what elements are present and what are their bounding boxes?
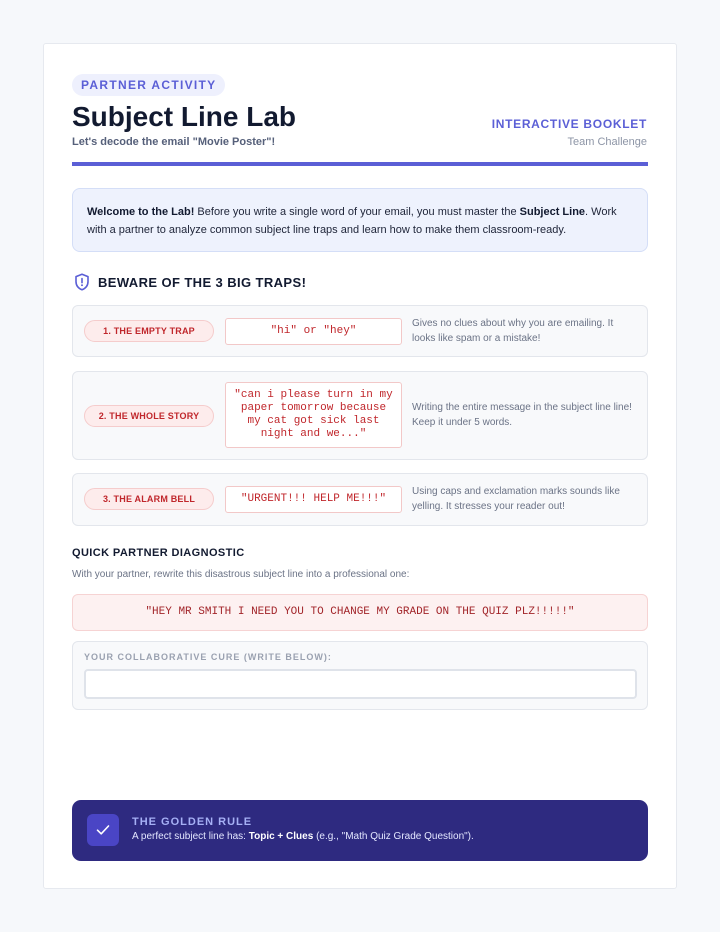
header-divider: [72, 162, 648, 166]
diagnostic-title: QUICK PARTNER DIAGNOSTIC: [72, 547, 245, 559]
intro-text-2: . Work with a partner to analyze common subject line traps and learn how to make them classroom-ready.: [87, 206, 617, 236]
golden-rule-title: THE GOLDEN RULE: [132, 816, 253, 828]
cure-label: YOUR COLLABORATIVE CURE (WRITE BELOW):: [84, 652, 332, 662]
trap-card-empty: [72, 305, 648, 357]
trap-description: Using caps and exclamation marks sounds like yelling. It stresses your reader out!: [412, 486, 620, 512]
trap-description: Writing the entire message in the subject line line! Keep it under 5 words.: [412, 402, 632, 428]
trap-card-whole-story: [72, 371, 648, 460]
traps-heading-text: BEWARE OF THE 3 BIG TRAPS!: [98, 274, 307, 290]
page-subtitle: Let's decode the email "Movie Poster"!: [72, 136, 276, 148]
traps-heading: [74, 273, 306, 291]
activity-pill: PARTNER ACTIVITY: [72, 74, 225, 96]
golden-formula: Topic + Clues: [248, 831, 314, 842]
trap-example: "can i please turn in my paper tomorrow because my cat got sick last night and we...": [225, 382, 402, 448]
trap-card-alarm-bell: [72, 473, 648, 526]
intro-lead: Welcome to the Lab!: [87, 206, 195, 218]
check-icon: [96, 824, 110, 836]
cure-input[interactable]: [84, 669, 637, 699]
golden-text-1: A perfect subject line has:: [132, 831, 249, 842]
shield-alert-icon: [74, 273, 90, 291]
trap-badge: 3. THE ALARM BELL: [84, 488, 214, 510]
trap-badge: 2. THE WHOLE STORY: [84, 405, 214, 427]
team-label: Team Challenge: [567, 136, 647, 148]
diagnostic-instructions: With your partner, rewrite this disastrous subject line into a professional one:: [72, 569, 410, 580]
bad-subject-line: "HEY MR SMITH I NEED YOU TO CHANGE MY GRADE ON THE QUIZ PLZ!!!!!": [72, 594, 648, 631]
golden-rule-banner: [72, 800, 648, 861]
check-badge: [87, 814, 119, 846]
golden-text-2: (e.g., "Math Quiz Grade Question").: [313, 831, 474, 842]
cure-box: [72, 641, 648, 710]
trap-badge: 1. THE EMPTY TRAP: [84, 320, 214, 342]
intro-term: Subject Line: [519, 206, 586, 218]
trap-example: "URGENT!!! HELP ME!!!": [225, 486, 402, 513]
booklet-page: [43, 43, 677, 889]
trap-description: Gives no clues about why you are emailing. It looks like spam or a mistake!: [412, 318, 614, 344]
trap-example: "hi" or "hey": [225, 318, 402, 345]
golden-rule-text: [132, 831, 474, 842]
intro-callout: [72, 188, 648, 252]
booklet-label: INTERACTIVE BOOKLET: [491, 117, 647, 131]
page-title: Subject Line Lab: [72, 101, 297, 132]
intro-text-1: Before you write a single word of your email, you must master the: [194, 206, 520, 218]
